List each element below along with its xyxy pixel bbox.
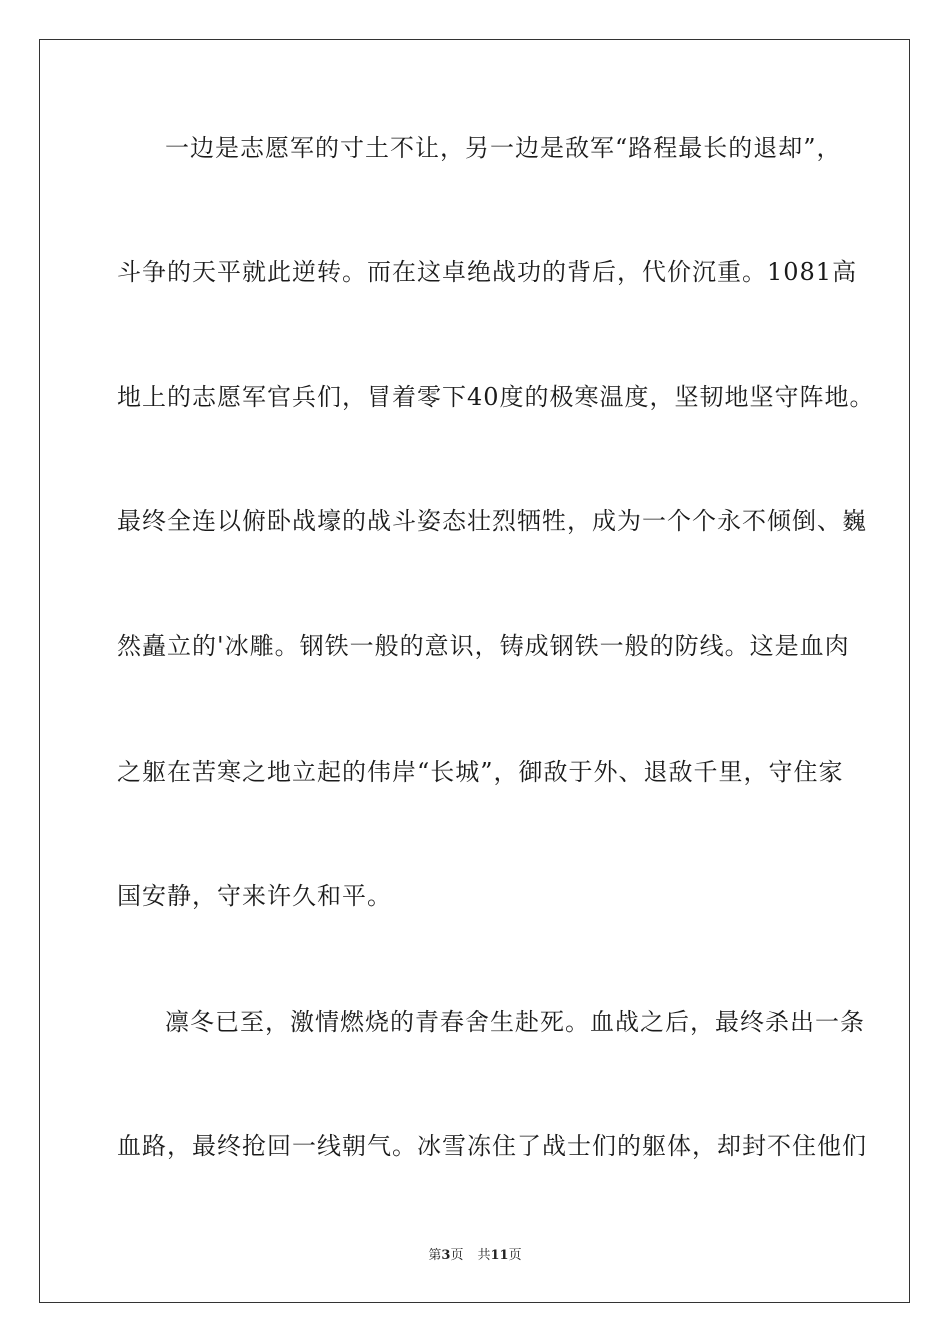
paragraph-1-line-6: 之躯在苦寒之地立起的伟岸“长城”，御敌于外、退敌千里，守住家 — [117, 758, 844, 786]
footer-page-total: 11 — [490, 1248, 509, 1263]
footer-page-current: 3 — [441, 1248, 451, 1263]
paragraph-1-line-2: 斗争的天平就此逆转。而在这卓绝战功的背后，代价沉重。1081高 — [117, 258, 858, 286]
paragraph-1-line-4: 最终全连以俯卧战壕的战斗姿态壮烈牺牲，成为一个个永不倾倒、巍 — [117, 507, 867, 535]
footer-total-prefix: 共 — [477, 1248, 491, 1263]
paragraph-1-line-5: 然矗立的'冰雕。钢铁一般的意识，铸成钢铁一般的防线。这是血肉 — [117, 632, 850, 660]
paragraph-1-line-1: 一边是志愿军的寸土不让，另一边是敌军“路程最长的退却”， — [165, 134, 842, 162]
page-footer — [0, 1247, 950, 1265]
paragraph-2-line-1: 凛冬已至，激情燃烧的青春舍生赴死。血战之后，最终杀出一条 — [165, 1008, 865, 1036]
paragraph-2-line-2: 血路，最终抢回一线朝气。冰雪冻住了战士们的躯体，却封不住他们 — [117, 1132, 867, 1160]
page-border — [39, 39, 910, 1303]
paragraph-1-line-3: 地上的志愿军官兵们，冒着零下40度的极寒温度，坚韧地坚守阵地。 — [117, 383, 875, 411]
paragraph-1-line-7: 国安静，守来许久和平。 — [117, 882, 392, 910]
footer-page-prefix: 第 — [428, 1248, 442, 1263]
footer-page-suffix: 页 — [450, 1248, 464, 1263]
footer-total-suffix: 页 — [508, 1248, 522, 1263]
